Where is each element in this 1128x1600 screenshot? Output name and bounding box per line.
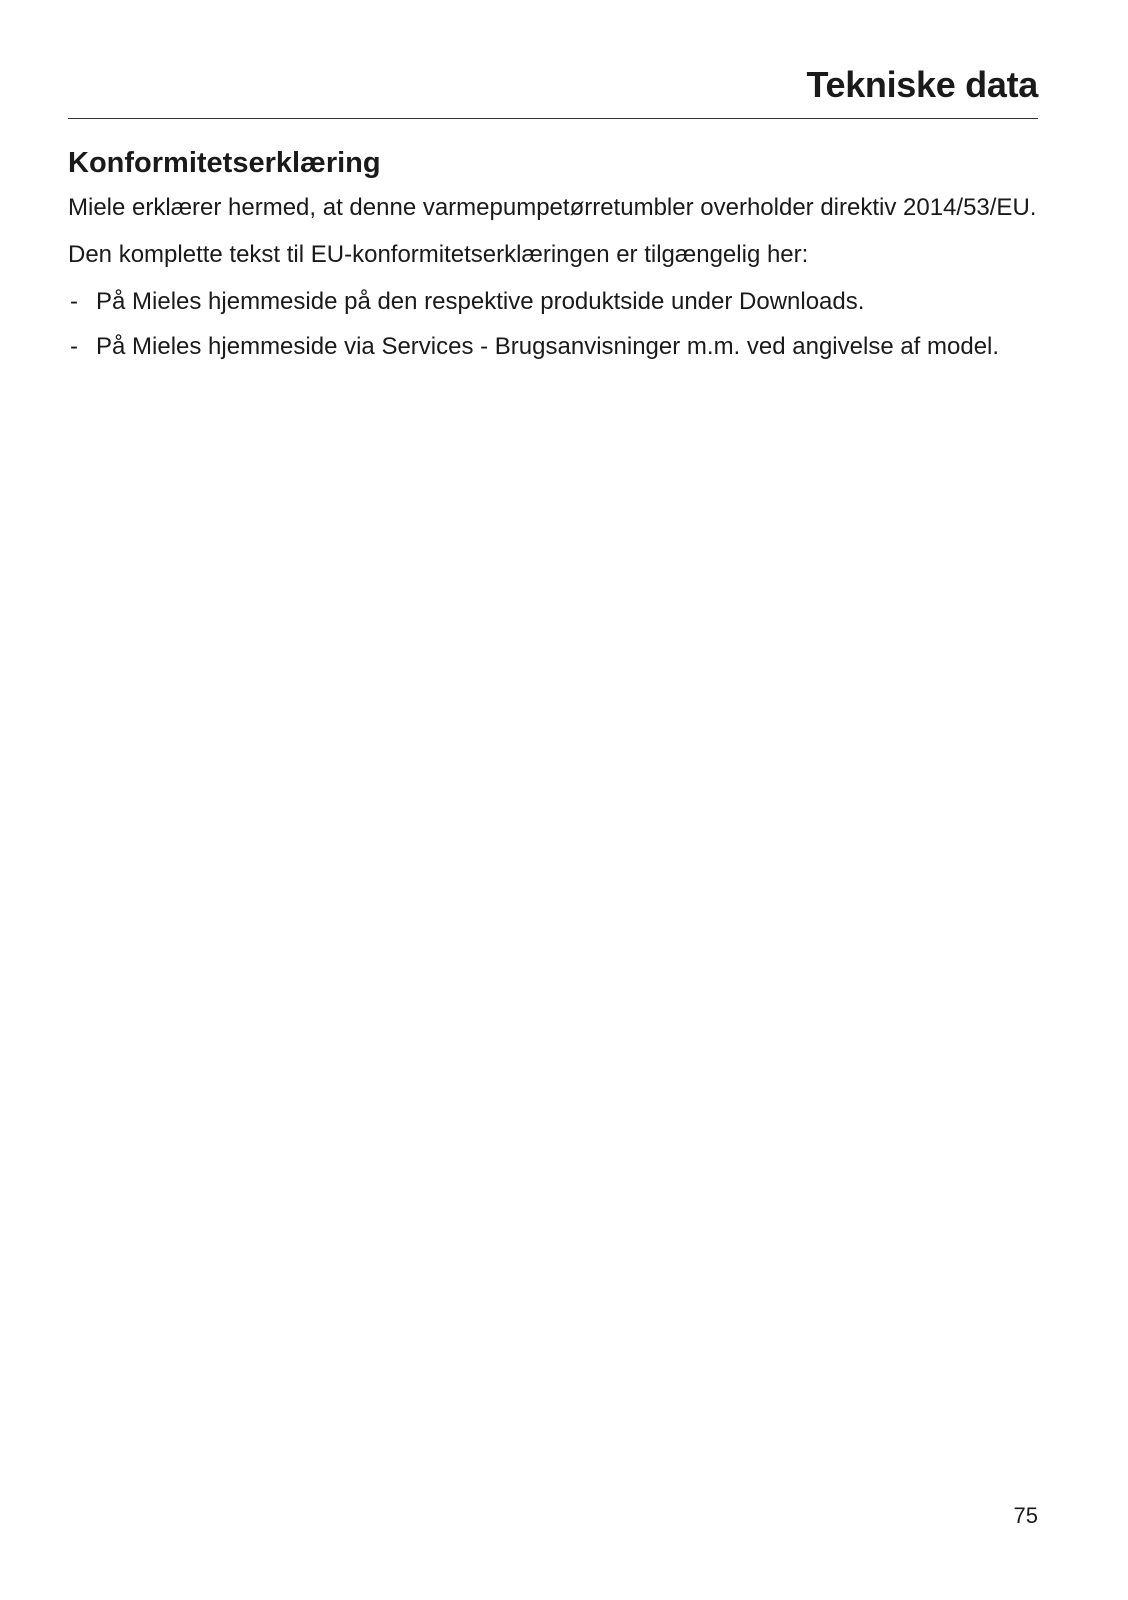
section-title: Konformitetserklæring	[68, 147, 381, 179]
list-item	[68, 286, 1038, 317]
source-list	[68, 286, 1038, 362]
page-header-title: Tekniske data	[806, 64, 1038, 105]
dash-marker: -	[70, 288, 78, 315]
list-item	[68, 331, 1038, 362]
list-item-text: På Mieles hjemmeside via Services - Brugsanvisninger m.m. ved angivelse af model.	[96, 333, 1000, 360]
page-header	[68, 60, 1038, 119]
availability-paragraph: Den komplette tekst til EU-konformitetserklæringen er tilgængelig her:	[68, 241, 809, 268]
dash-marker: -	[70, 333, 78, 360]
list-item-text: På Mieles hjemmeside på den respektive produktside under Downloads.	[96, 288, 865, 315]
page-number: 75	[1013, 1503, 1038, 1528]
declaration-paragraph: Miele erklærer hermed, at denne varmepumpetørretumbler overholder direktiv 2014/53/EU.	[68, 194, 1037, 221]
main-content	[68, 146, 1038, 376]
